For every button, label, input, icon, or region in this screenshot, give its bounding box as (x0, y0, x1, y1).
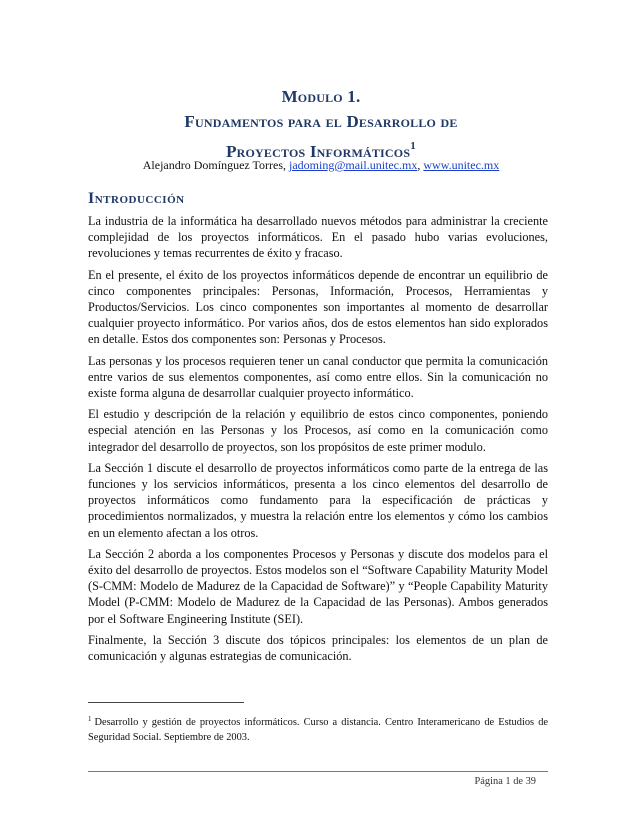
paragraph: Finalmente, la Sección 3 discute dos tópicos principales: los elementos de un plan de comunicación y algunas estrategias de comunicación. (88, 632, 548, 664)
section-heading: Introducción (88, 190, 185, 207)
page-number: Página 1 de 39 (474, 776, 536, 787)
title-footnote-mark[interactable]: 1 (410, 140, 416, 152)
author-website-link[interactable]: www.unitec.mx (423, 158, 500, 172)
footnote-divider (88, 702, 244, 703)
author-separator: , (417, 158, 421, 172)
footnote-text: Desarrollo y gestión de proyectos informáticos. Curso a distancia. Centro Interamericano de Estudios de Seguridad Social. Septiembre de 2003. (88, 717, 548, 743)
title-line-projects-text: Proyectos Informáticos (226, 142, 411, 161)
paragraph: El estudio y descripción de la relación y equilibrio de estos cinco componentes, poniendo especial atención en las Personas y los Procesos, así como en la comunicación como integrador del desarrollo de proyectos, son los propósitos de este primer modulo. (88, 407, 548, 454)
author-name: Alejandro Domínguez Torres, (142, 158, 286, 172)
title-line-module: Modulo 1. (281, 87, 361, 106)
footnote-mark: 1 (88, 715, 92, 723)
author-line (88, 157, 554, 173)
section-body (88, 213, 548, 669)
footer-divider (88, 771, 548, 772)
paragraph: En el presente, el éxito de los proyectos informáticos depende de encontrar un equilibrio de cinco componentes principales: Personas, Información, Procesos, Herramientas y Productos/Servicios. Los cinco componentes son importantes al momento de desarrollar cualquier proyecto informático. Por varios años, dos de estos elementos han sido explorados en detalle. Estos dos componentes son: Personas y Procesos. (88, 267, 548, 347)
document-title (88, 84, 554, 164)
paragraph: La industria de la informática ha desarrollado nuevos métodos para administrar la creciente complejidad de los proyectos informáticos. En el pasado hubo varias evoluciones, revoluciones y temas recurrentes de éxito y fracaso. (88, 214, 548, 261)
author-email-link[interactable]: jadoming@mail.unitec.mx (288, 158, 418, 172)
paragraph: La Sección 1 discute el desarrollo de proyectos informáticos como parte de la entrega de las funciones y los servicios informáticos, presenta a los cinco elementos del desarrollo de proyectos informáticos como fundamento para la especificación de prácticas y procedimientos normalizados, y muestra la relación entre los elementos y cómo los cambios en un elemento afectan a los otros. (88, 460, 548, 540)
title-line-fundamentals: Fundamentos para el Desarrollo de (184, 112, 458, 131)
paragraph: La Sección 2 aborda a los componentes Procesos y Personas y discute dos modelos para el éxito del desarrollo de proyectos. Estos modelos son el “Software Capability Maturity Model (S-CMM: Modelo de Madurez de la Capacidad de Software)” y “People Capability Maturity Model (P-CMM: Modelo de Madurez de la Capacidad de las Personas). Ambos generados por el Software Engineering Institute (SEI). (88, 546, 548, 626)
footnote (88, 712, 548, 745)
paragraph: Las personas y los procesos requieren tener un canal conductor que permita la comunicación entre varios de sus elementos componentes, así como entre ellos. Sin la comunicación no existe forma alguna de desarrollar cualquier proyecto informático. (88, 353, 548, 401)
